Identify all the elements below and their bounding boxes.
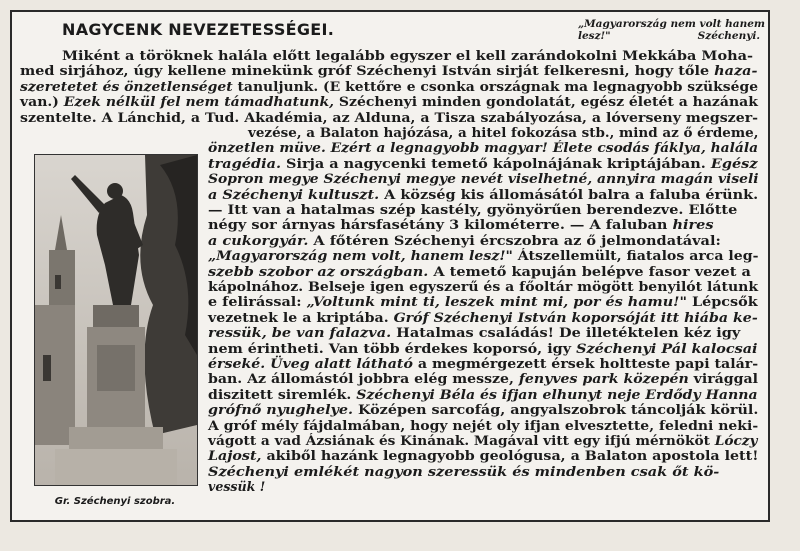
text-segment: Lajost, (208, 448, 262, 464)
text-segment: vágott a vad Ázsiának és Kinának. Magával vitt egy ifjú mérnököt (208, 433, 715, 448)
text-segment: virággal (688, 371, 759, 387)
text-line (208, 248, 758, 263)
text-segment: Sopron megye Széchenyi megye nevét viselhetné, annyira magán viseli (208, 171, 759, 187)
text-segment: grófnő nyughelye. (208, 402, 353, 418)
motto-author: Széchenyi. (697, 30, 760, 42)
statue-illustration (35, 155, 197, 485)
text-segment: Sirja a nagycenki temető kápolnájának kriptájában. (281, 155, 711, 171)
text-segment: van.) (20, 94, 64, 110)
text-segment: négy sor árnyas hársfasétány 3 kilométerre. — A faluban (208, 217, 673, 233)
text-segment: akiből hazánk legnagyobb geológusa, a Balaton apostola lett! (261, 448, 759, 464)
photo-caption: Gr. Széchenyi szobra. (54, 496, 176, 507)
text-line (208, 233, 721, 248)
text-segment: A temető kapuján belépve fasor vezet a (428, 263, 751, 279)
text-segment: a cukorgyár. (208, 232, 309, 248)
text-line (208, 202, 737, 217)
text-segment: a Széchenyi kultuszt. (208, 186, 380, 202)
statue-photo (34, 154, 198, 486)
text-segment: vezetnek le a kriptába. (208, 309, 394, 325)
text-line (248, 125, 758, 140)
text-segment: szebb szobor az országban. (208, 263, 429, 279)
text-line (208, 171, 759, 186)
text-line (208, 325, 740, 340)
text-line (20, 94, 758, 109)
text-line (20, 63, 757, 78)
text-segment: önzetlen müve. Ezért a legnagyobb magyar! Élete csodás fáklya, halála (208, 140, 759, 156)
text-segment: — Itt van a hatalmas szép kastély, gyönyörűen berendezve. Előtte (208, 202, 738, 217)
page-title: NAGYCENK NEVEZETESSÉGEI. (62, 20, 335, 39)
text-segment: vessük ! (208, 479, 266, 495)
text-segment: Lépcsők (686, 294, 758, 310)
text-segment: A gróf mély fájdalmában, hogy nejét oly ifjan elvesztette, feledni neki- (208, 417, 759, 433)
text-line (208, 479, 265, 494)
text-line (20, 79, 758, 94)
text-segment: Széchenyi Pál kalocsai (576, 340, 758, 356)
text-line (20, 110, 758, 125)
text-segment: szeretetet és önzetlenséget (20, 78, 233, 94)
text-segment: Miként a töröknek halála előtt legalább egyszer el kell zarándokolni Mekkába Moha- (62, 48, 754, 63)
text-line (208, 356, 758, 371)
text-segment: Lóczy (714, 433, 758, 448)
text-segment: Ezek nélkül fel nem támadhatunk, (63, 94, 335, 110)
text-line (208, 448, 758, 463)
text-segment: Széchenyi Béla és ifjan elhunyt neje Erdődy Hanna (356, 386, 758, 402)
text-segment: szentelte. A Lánchid, a Tud. Akadémia, az Alduna, a Tisza szabályozása, a lóverseny megszer- (20, 109, 759, 125)
text-line (208, 294, 758, 309)
text-segment: fenyves park közepén (518, 371, 689, 387)
text-segment: ressük, be van falazva. (208, 325, 392, 341)
text-line (208, 156, 758, 171)
text-line (208, 433, 758, 448)
text-line (208, 341, 757, 356)
text-line (208, 418, 758, 433)
text-segment: A község kis állomásától balra a faluba érünk. (379, 186, 759, 202)
text-segment: vezése, a Balaton hajózása, a hitel fokozása stb., mind az ő érdeme, (248, 125, 759, 140)
text-segment: a megmérgezett érsek holtteste papi talár- (412, 356, 759, 371)
text-segment: kápolnához. Belseje igen egyszerű és a főoltár mögött benyilót látunk (208, 279, 759, 294)
text-line (208, 402, 758, 417)
motto (578, 18, 768, 42)
text-segment: „Magyarország nem volt, hanem lesz!" (208, 248, 513, 264)
postcard (10, 10, 770, 522)
text-segment: Gróf Széchenyi István koporsóját itt hiába ke- (393, 309, 758, 325)
text-line (208, 264, 751, 279)
text-segment: Széchenyi emlékét nagyon szeressük és mindenben csak őt kö- (208, 463, 720, 479)
text-segment: e felirással: (208, 294, 307, 310)
text-segment: Átszellemült, fiatalos arca leg- (512, 248, 759, 264)
text-segment: ban. Az állomástól jobbra elég messze, (208, 371, 519, 387)
text-segment: tanuljunk. (E kettőre e csonka országnak ma legnagyobb szüksége (232, 78, 759, 94)
text-segment: tragédia. (208, 155, 282, 171)
text-line (208, 371, 758, 386)
text-line (62, 48, 753, 63)
text-segment: Hatalmas családás! De illetéktelen kéz igy (391, 325, 741, 341)
motto-quote: „Magyarország nem volt hanem lesz!" (578, 18, 765, 42)
text-segment: haza- (714, 63, 758, 79)
text-segment: „Voltunk mint ti, leszek mint mi, por és hamu!" (306, 294, 687, 310)
text-segment: diszitett siremlék. (208, 386, 357, 402)
text-line (208, 310, 758, 325)
text-line (208, 387, 758, 402)
text-segment: nem érintheti. Van több érdekes koporsó, igy (208, 340, 577, 356)
text-segment: med sirjához, úgy kellene minekünk gróf Széchenyi István sirját felkeresni, hogy tőle (20, 63, 715, 79)
text-segment: hires (672, 217, 714, 233)
text-segment: A főtéren Széchenyi ércszobra az ő jelmondatával: (308, 232, 721, 248)
text-line (208, 187, 758, 202)
text-line (208, 217, 713, 232)
text-line (208, 279, 758, 294)
text-segment: érseké. Üveg alatt látható (208, 356, 413, 371)
text-segment: Középen sarcofág, angyalszobrok táncolják körül. (352, 402, 759, 418)
text-segment: Széchenyi minden gondolatát, egész életét a hazának (334, 94, 758, 110)
text-line (208, 140, 758, 155)
text-segment: Egész (710, 155, 758, 171)
text-line (208, 464, 719, 479)
